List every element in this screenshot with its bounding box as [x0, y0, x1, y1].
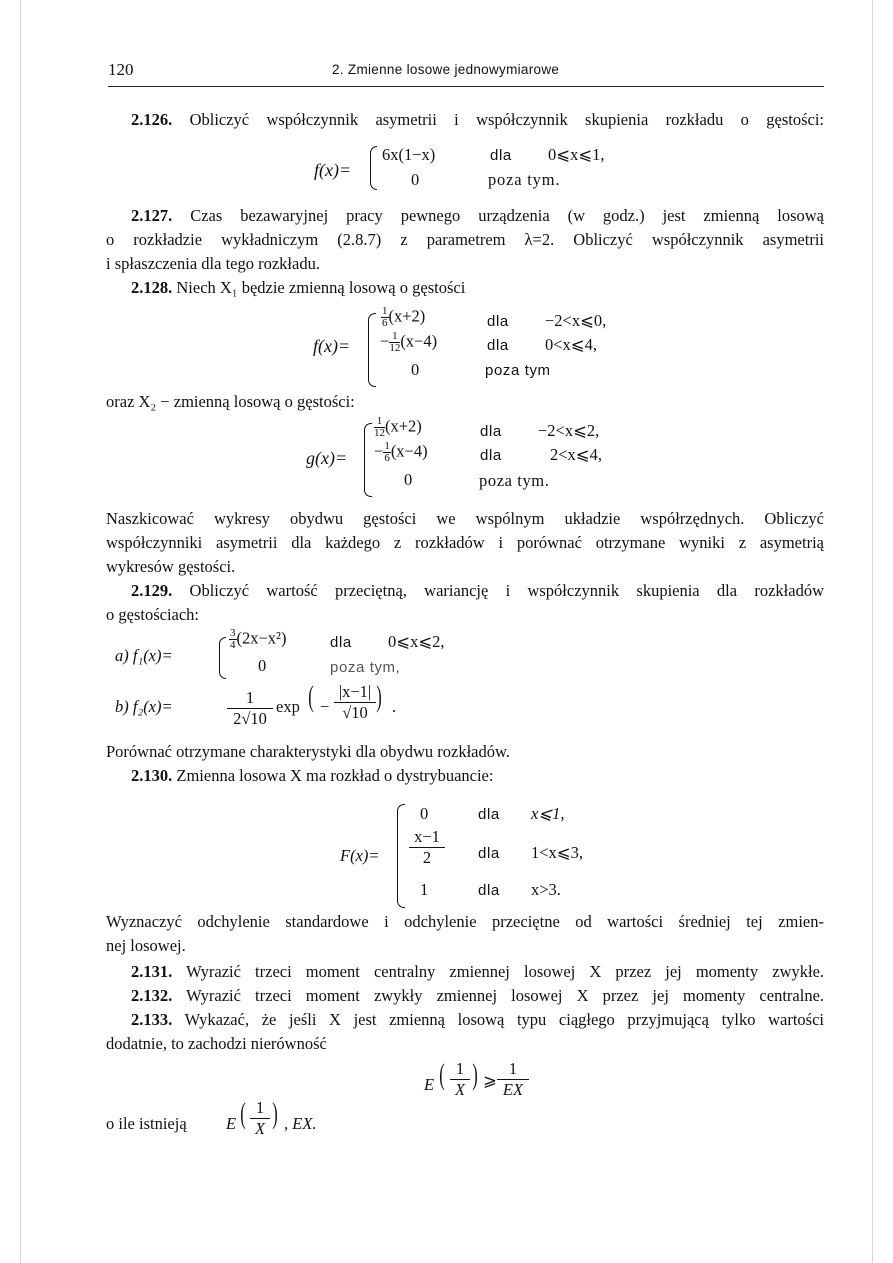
problem-number: 2.129. [131, 581, 173, 600]
g-label: g(x)= [306, 448, 348, 468]
case-expr: 0 [411, 360, 420, 379]
problem-number: 2.126. [131, 110, 173, 129]
problem-text: Wykazać, że jeśli X jest zmienną losową typu ciągłego przyjmującą tylko wartości [184, 1010, 824, 1029]
case-cond: 0⩽x⩽2, [388, 632, 445, 651]
problem-2-128 [131, 276, 824, 300]
problem-text: Zmienna losowa X ma rozkład o dystrybuancie: [176, 766, 494, 785]
condition-text: o ile istnieją [106, 1114, 187, 1133]
f-label: f(x)= [314, 160, 352, 180]
fraction: 1 EX [497, 1059, 529, 1100]
case-word: dla [490, 147, 512, 164]
case-word: poza tym [485, 362, 551, 379]
fraction: 1 X [450, 1059, 470, 1100]
left-paren: ( [439, 1058, 445, 1091]
problem-2-127 [131, 204, 824, 228]
brace [370, 146, 377, 190]
problem-2-129 [131, 579, 824, 603]
case-word: poza tym. [479, 471, 550, 490]
brace [368, 313, 376, 387]
case-row: $\frac{3}{4}$ (2x−x²) [230, 627, 287, 651]
left-paren: ( [240, 1097, 246, 1130]
case-cond: −2<x⩽0, [545, 311, 607, 330]
scan-right-edge [872, 0, 873, 1263]
problem-text: Czas bezawaryjnej pracy pewnego urządzenia (w godz.) jest zmienną losową [190, 206, 825, 225]
problem-text-line: o gęstościach: [106, 605, 200, 624]
left-paren: ( [308, 680, 314, 713]
case-word: dla [478, 882, 500, 899]
case-cond: 0<x⩽4, [545, 335, 598, 354]
case-expr: 0 [411, 170, 420, 189]
condition-tail: , EX. [284, 1114, 317, 1133]
problem-text-line: nej losowej. [106, 936, 186, 955]
problem-2-133 [131, 1008, 824, 1032]
problem-text: Wyrazić trzeci moment centralny zmiennej losowej X przez jej momenty zwykłe. [186, 962, 825, 981]
case-row: − $\frac{1}{12}$ (x−4) [380, 330, 438, 354]
problem-number: 2.131. [131, 962, 173, 981]
brace [219, 637, 226, 679]
case-cond: 2<x⩽4, [550, 445, 603, 464]
right-paren: ) [376, 680, 382, 713]
F-label: F(x)= [340, 846, 380, 865]
problem-2-132 [131, 984, 824, 1008]
brace [397, 804, 405, 908]
problem-text-line: dodatnie, to zachodzi nierówność [106, 1034, 327, 1053]
problem-text-line: współczynniki asymetrii dla każdego z rozkładów i porównać otrzymane wyniki z asymetrią [106, 533, 824, 552]
problem-2-130 [131, 764, 824, 788]
expectation-E: E [424, 1075, 435, 1094]
expectation-E: E [226, 1114, 237, 1133]
case-expr: 6x(1−x) [382, 145, 436, 164]
case-cond: −2<x⩽2, [538, 421, 600, 440]
fraction: x−1 2 [409, 827, 445, 868]
case-cond: 0⩽x⩽1, [548, 145, 605, 164]
case-word: dla [478, 806, 500, 823]
fraction: 1 2√10 [227, 688, 273, 729]
case-word: dla [480, 447, 502, 464]
problem-number: 2.127. [131, 206, 173, 225]
problem-2-126 [131, 108, 824, 132]
fraction: |x−1| √10 [334, 682, 376, 723]
minus-sign: − [320, 697, 330, 716]
problem-number: 2.132. [131, 986, 173, 1005]
problem-text-line: o rozkładzie wykładniczym (2.8.7) z parametrem λ=2. Obliczyć współczynnik asymetrii [106, 230, 824, 249]
right-paren: ) [272, 1097, 278, 1130]
running-title: 2. Zmienne losowe jednowymiarowe [332, 62, 560, 77]
fraction: 1 X [250, 1098, 270, 1139]
b-label: b) f₂(x)= [115, 697, 173, 716]
exp-label: exp [276, 697, 300, 716]
problem-text: Wyrazić trzeci moment zwykły zmiennej losowej X przez jej momenty centralne. [186, 986, 825, 1005]
problem-number: 2.130. [131, 766, 173, 785]
scan-left-edge [20, 0, 21, 1263]
case-cond: 1<x⩽3, [531, 843, 584, 862]
problem-text: Niech X₁ będzie zmienną losową o gęstości [176, 278, 466, 297]
case-expr: 0 [258, 656, 267, 675]
case-cond: x⩽1, [531, 804, 565, 823]
problem-text-line: oraz X₂ − zmienną losową o gęstości: [106, 392, 355, 411]
problem-number: 2.133. [131, 1010, 173, 1029]
f-label: f(x)= [313, 336, 351, 356]
case-word: dla [487, 313, 509, 330]
a-label: a) f₁(x)= [115, 646, 173, 665]
relation: ⩾ [483, 1071, 497, 1090]
case-expr: 1 [420, 880, 429, 899]
case-cond: x>3. [531, 880, 561, 899]
running-header [108, 60, 824, 87]
problem-text-line: Porównać otrzymane charakterystyki dla obydwu rozkładów. [106, 742, 510, 761]
case-expr: 0 [420, 804, 429, 823]
problem-text: Obliczyć współczynnik asymetrii i współczynnik skupienia rozkładu o gęstości: [189, 110, 824, 129]
case-row: $\frac{1}{12}$ (x+2) [374, 415, 422, 439]
case-word: poza tym. [488, 170, 561, 189]
problem-number: 2.128. [131, 278, 173, 297]
brace [364, 423, 372, 497]
case-row: $\frac{1}{6}$ (x+2) [382, 305, 426, 329]
period: . [392, 697, 397, 716]
case-word: dla [330, 634, 352, 651]
page-number: 120 [108, 60, 134, 79]
case-word: dla [480, 423, 502, 440]
problem-text-line: Wyznaczyć odchylenie standardowe i odchylenie przeciętne od wartości średniej tej zmien- [106, 912, 824, 931]
case-word: dla [478, 845, 500, 862]
case-word: poza tym, [330, 659, 401, 676]
case-expr: 0 [404, 470, 413, 489]
problem-text-line: Naszkicować wykresy obydwu gęstości we wspólnym układzie współrzędnych. Obliczyć [106, 509, 824, 528]
case-row: − $\frac{1}{6}$ (x−4) [374, 440, 428, 464]
problem-text: Obliczyć wartość przeciętną, wariancję i współczynnik skupienia dla rozkładów [189, 581, 825, 600]
right-paren: ) [472, 1058, 478, 1091]
problem-text-line: wykresów gęstości. [106, 557, 236, 576]
problem-text-line: i spłaszczenia dla tego rozkładu. [106, 254, 320, 273]
problem-2-131 [131, 960, 824, 984]
case-word: dla [487, 337, 509, 354]
